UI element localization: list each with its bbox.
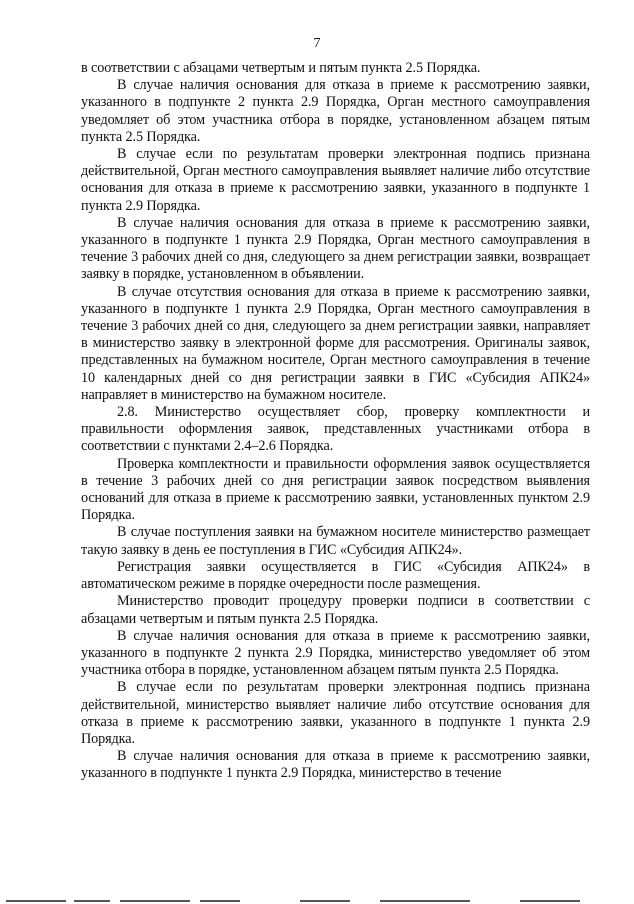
document-body [81, 60, 590, 783]
paragraph: Министерство проводит процедуру проверки подписи в соответствии с абзацами четвертым и пятым пункта 2.5 Порядка. [81, 593, 590, 627]
paragraph: В случае наличия основания для отказа в приеме к рассмотрению заявки, указанного в подпункте 1 пункта 2.9 Порядка, Орган местного самоуправления в течение 3 рабочих дней со дня, следующего за днем регистрации заявки, возвращает заявку в порядке, установленном в объявлении. [81, 214, 590, 283]
paragraph: В случае поступления заявки на бумажном носителе министерство размещает такую заявку в день ее поступления в ГИС «Субсидия АПК24». [81, 524, 590, 558]
paragraph: Проверка комплектности и правильности оформления заявок осуществляется в течение 3 рабочих дней со дня регистрации заявок посредством выявления оснований для отказа в приеме к рассмотрению заявки, установленных пунктом 2.9 Порядка. [81, 455, 590, 524]
paragraph: В случае наличия основания для отказа в приеме к рассмотрению заявки, указанного в подпункте 2 пункта 2.9 Порядка, Орган местного самоуправления уведомляет об этом участника отбора в порядке, установленном абзацем пятым пункта 2.5 Порядка. [81, 77, 590, 145]
paragraph: В случае наличия основания для отказа в приеме к рассмотрению заявки, указанного в подпункте 1 пункта 2.9 Порядка, министерство в течение [81, 748, 590, 782]
paragraph: в соответствии с абзацами четвертым и пятым пункта 2.5 Порядка. [81, 60, 481, 76]
scan-edge-artifact [0, 898, 634, 904]
paragraph: Регистрация заявки осуществляется в ГИС «Субсидия АПК24» в автоматическом режиме в порядке очередности после размещения. [81, 558, 590, 593]
paragraph: В случае если по результатам проверки электронная подпись признана действительной, Орган местного самоуправления выявляет наличие либо отсутствие основания для отказа в приеме к рассмотрению заявки, указанного в подпункте 1 пункта 2.9 Порядка. [81, 146, 590, 214]
paragraph: В случае если по результатам проверки электронная подпись признана действительной, министерство выявляет наличие либо отсутствие основания для отказа в приеме к рассмотрению заявки, указанного в подпункте 1 пункта 2.9 Порядка. [81, 679, 590, 747]
paragraph: В случае наличия основания для отказа в приеме к рассмотрению заявки, указанного в подпункте 2 пункта 2.9 Порядка, министерство уведомляет об этом участника отбора в порядке, установленном абзацем пятым пункта 2.5 Порядка. [81, 627, 590, 679]
paragraph: 2.8. Министерство осуществляет сбор, проверку комплектности и правильности оформления заявок, представленных участниками отбора в соответствии с пунктами 2.4–2.6 Порядка. [81, 404, 590, 455]
page-number: 7 [313, 36, 321, 51]
paragraph: В случае отсутствия основания для отказа в приеме к рассмотрению заявки, указанного в подпункте 1 пункта 2.9 Порядка, Орган местного самоуправления в течение 3 рабочих дней со дня, следующего за днем регистрации заявки, направляет в министерство заявку в электронной форме для рассмотрения. Оригиналы заявок, представленных на бумажном носителе, Орган местного самоуправления в течение 10 календарных дней со дня регистрации заявки в ГИС «Субсидия АПК24» направляет в министерство на бумажном носителе. [81, 283, 590, 403]
